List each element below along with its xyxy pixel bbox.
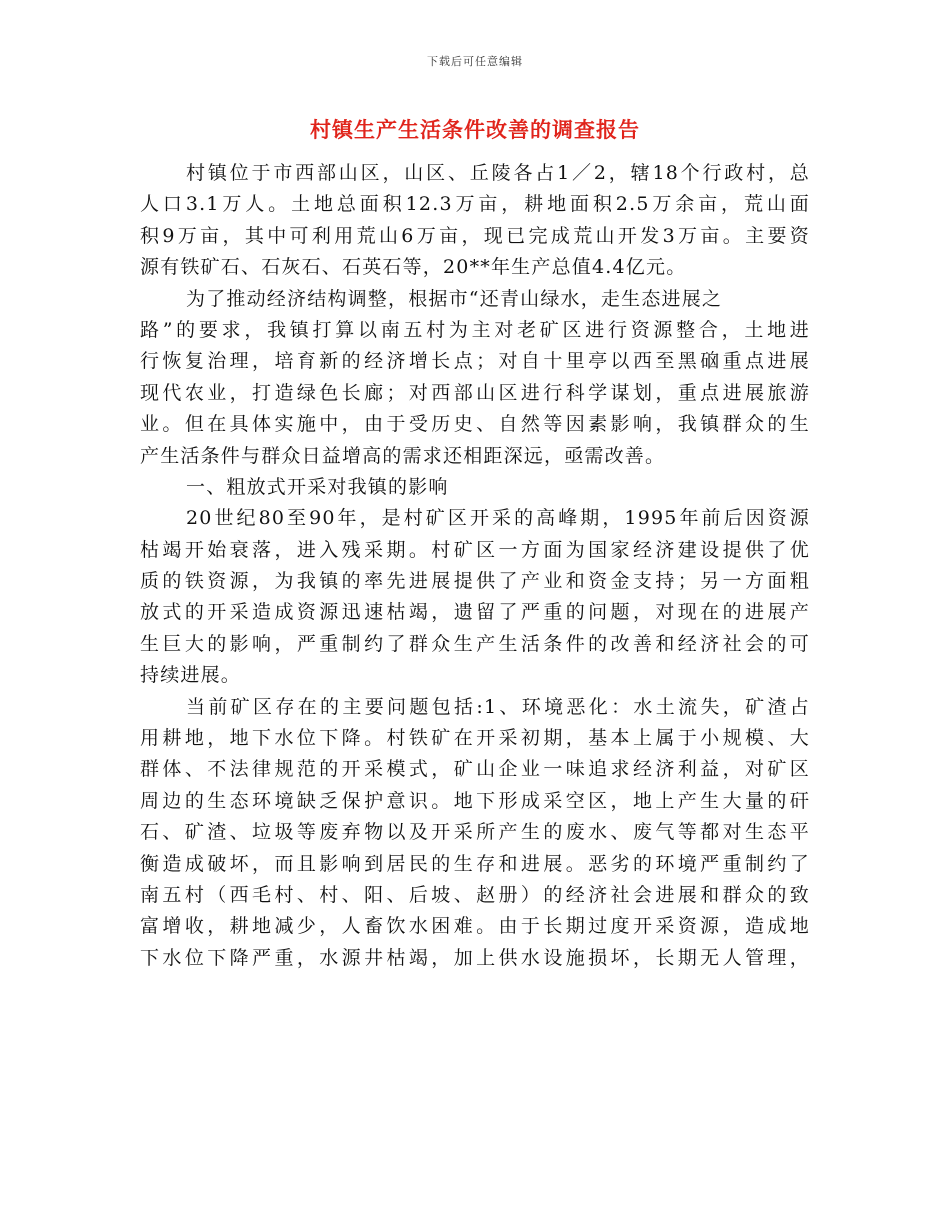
text-line: 现代农业，打造绿色长廊；对西部山区进行科学谋划，重点进展旅游	[140, 381, 810, 404]
text-line: 20世纪80至90年，是村矿区开采的高峰期，1995年前后因资源	[186, 507, 810, 530]
text-line: 产生活条件与群众日益增高的需求还相距深远，亟需改善。	[140, 444, 666, 467]
text-line: 积9万亩，其中可利用荒山6万亩，现已完成荒山开发3万亩。主要资	[140, 224, 810, 247]
text-line: 源有铁矿石、石灰石、石英石等，20**年生产总值4.4亿元。	[140, 256, 687, 279]
text-line: 南五村（西毛村、村、阳、后坡、赵册）的经济社会进展和群众的致	[140, 883, 810, 906]
text-line: 一、粗放式开采对我镇的影响	[186, 475, 449, 498]
document-body	[140, 158, 810, 974]
text-line: 下水位下降严重，水源井枯竭，加上供水设施损坏，长期无人管理，	[140, 946, 810, 969]
text-line: 用耕地，地下水位下降。村铁矿在开采初期，基本上属于小规模、大	[140, 727, 810, 750]
text-line: 人口3.1万人。土地总面积12.3万亩，耕地面积2.5万余亩，荒山面	[140, 193, 810, 216]
text-line: 石、矿渣、垃圾等废弃物以及开采所产生的废水、废气等都对生态平	[140, 821, 810, 844]
document-title: 村镇生产生活条件改善的调查报告	[310, 117, 640, 142]
text-line: 放式的开采造成资源迅速枯竭，遗留了严重的问题，对现在的进展产	[140, 601, 810, 624]
text-line: 行恢复治理，培育新的经济增长点；对自十里亭以西至黑硇重点进展	[140, 350, 810, 373]
text-line: 业。但在具体实施中，由于受历史、自然等因素影响，我镇群众的生	[140, 413, 810, 436]
text-line: 村镇位于市西部山区，山区、丘陵各占1／2，辖18个行政村，总	[186, 162, 810, 184]
text-line: 周边的生态环境缺乏保护意识。地下形成采空区，地上产生大量的矸	[140, 789, 810, 812]
text-line: 群体、不法律规范的开采模式，矿山企业一味追求经济利益，对矿区	[140, 758, 810, 781]
text-line: 为了推动经济结构调整，根据市“还青山绿水，走生态进展之	[186, 287, 723, 310]
text-line: 当前矿区存在的主要问题包括:1、环境恶化：水土流失，矿渣占	[186, 695, 810, 718]
text-line: 生巨大的影响，严重制约了群众生产生活条件的改善和经济社会的可	[140, 632, 810, 655]
text-line: 枯竭开始衰落，进入残采期。村矿区一方面为国家经济建设提供了优	[140, 538, 810, 561]
text-line: 质的铁资源，为我镇的率先进展提供了产业和资金支持；另一方面粗	[140, 570, 810, 593]
text-line: 路”的要求，我镇打算以南五村为主对老矿区进行资源整合，土地进	[140, 318, 810, 341]
page-header-note: 下载后可任意编辑	[427, 55, 523, 68]
text-line: 富增收，耕地减少，人畜饮水困难。由于长期过度开采资源，造成地	[140, 915, 810, 938]
text-line: 衡造成破坏，而且影响到居民的生存和进展。恶劣的环境严重制约了	[140, 852, 810, 875]
text-line: 持续进展。	[140, 664, 242, 687]
